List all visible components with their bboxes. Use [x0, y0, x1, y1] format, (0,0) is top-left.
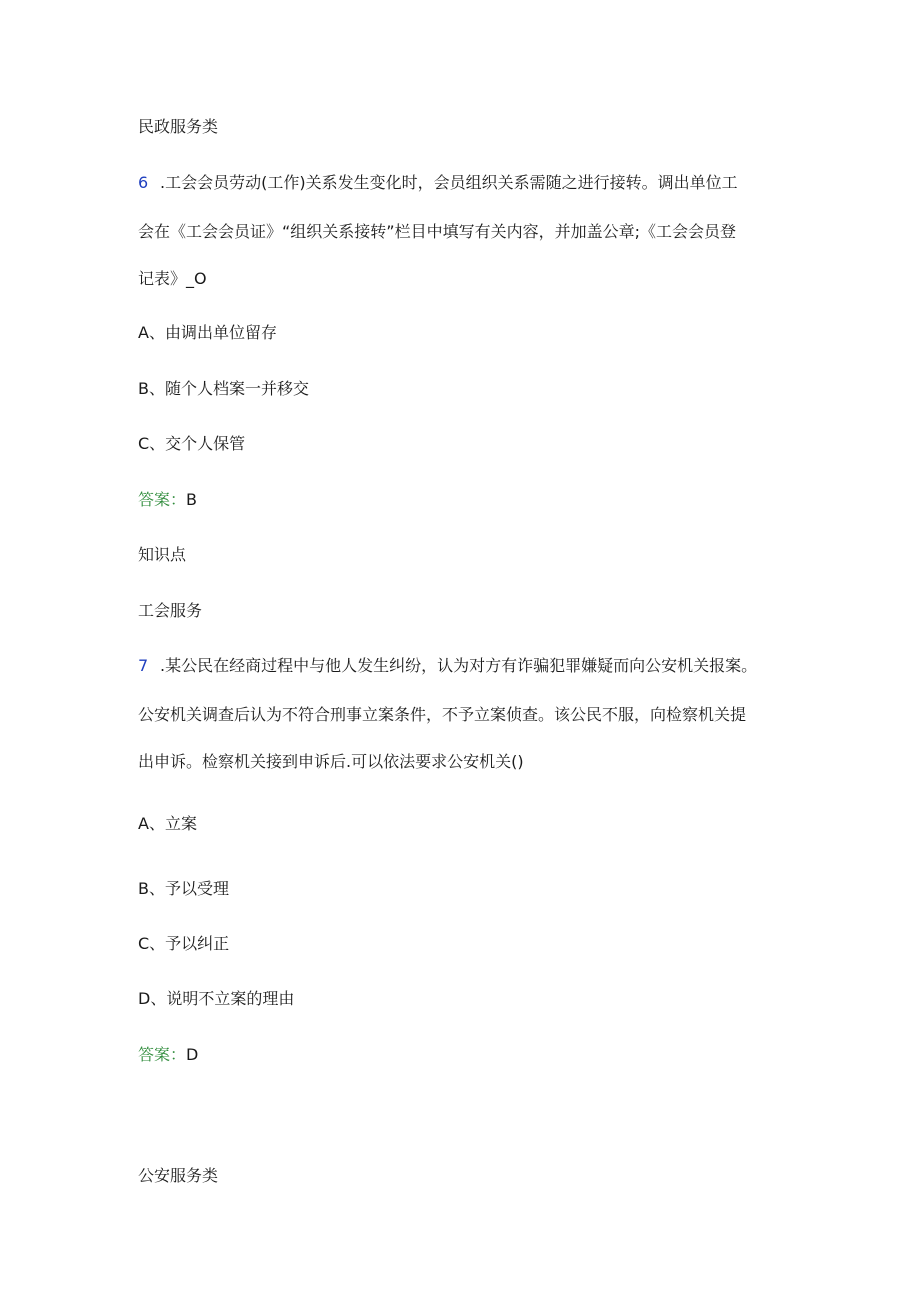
- knowledge-point-heading: 知识点: [138, 545, 187, 564]
- question-7-option-a: A、立案: [138, 814, 197, 833]
- question-6-line-3: 记表》_O: [138, 269, 207, 288]
- question-6-line-2: 会在《工会会员证》“组织关系接转”栏目中填写有关内容，并加盖公章;《工会会员登: [138, 222, 736, 241]
- question-7-number: 7: [138, 656, 149, 675]
- question-7-option-b: B、予以受理: [138, 879, 229, 898]
- section-category: 工会服务: [138, 601, 203, 620]
- question-7-line-3: 出申诉。检察机关接到申诉后.可以依法要求公安机关(): [138, 752, 524, 771]
- question-7-option-d: D、说明不立案的理由: [138, 989, 295, 1008]
- question-6-number: 6: [138, 173, 149, 192]
- question-6-line-1: [138, 173, 738, 193]
- question-6-text-1: .工会会员劳动(工作)关系发生变化时，会员组织关系需随之进行接转。调出单位工: [160, 173, 738, 192]
- question-7-line-1: [138, 656, 757, 676]
- answer-value: D: [186, 1045, 199, 1064]
- question-6-option-c: C、交个人保管: [138, 434, 246, 453]
- section-category: 公安服务类: [138, 1166, 219, 1185]
- answer-label: 答案：: [138, 1045, 187, 1064]
- answer-value: B: [186, 490, 197, 509]
- question-7-line-2: 公安机关调查后认为不符合刑事立案条件，不予立案侦查。该公民不服，向检察机关提: [138, 705, 747, 724]
- question-7-text-1: .某公民在经商过程中与他人发生纠纷，认为对方有诈骗犯罪嫌疑而向公安机关报案。: [160, 656, 758, 675]
- question-6-option-b: B、随个人档案一并移交: [138, 379, 309, 398]
- question-6-option-a: A、由调出单位留存: [138, 323, 277, 342]
- answer-label: 答案：: [138, 490, 187, 509]
- question-6-answer: [138, 490, 197, 510]
- question-7-option-c: C、予以纠正: [138, 934, 230, 953]
- section-category: 民政服务类: [138, 117, 219, 136]
- question-7-answer: [138, 1045, 198, 1065]
